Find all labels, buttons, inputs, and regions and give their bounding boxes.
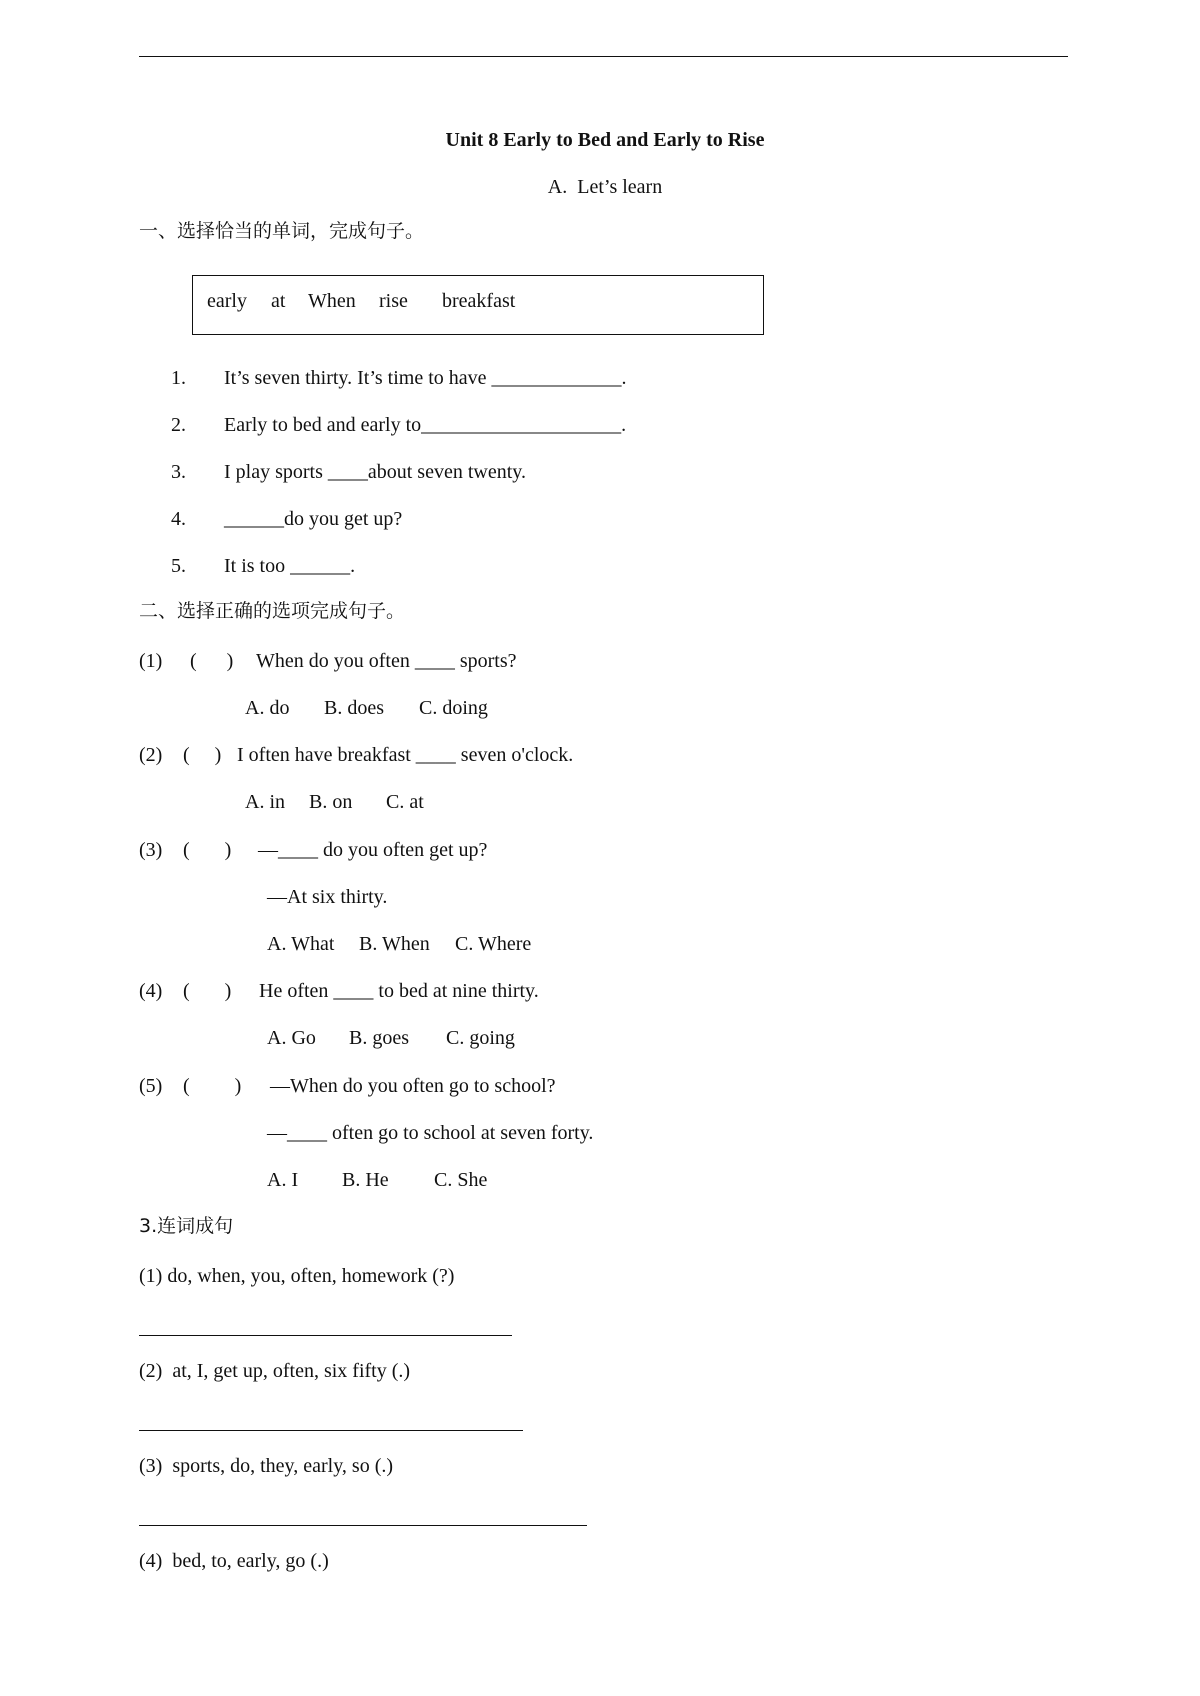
- option-a: A. Go: [267, 1027, 316, 1049]
- question-text: —____ do you often get up?: [258, 839, 488, 861]
- question-text: When do you often ____ sports?: [256, 650, 517, 672]
- question-number: (4): [139, 980, 163, 1002]
- dialogue-reply: —At six thirty.: [267, 886, 388, 908]
- question-number: (3): [139, 839, 163, 861]
- word-bank-item: breakfast: [442, 290, 516, 312]
- question-number: (5): [139, 1075, 163, 1097]
- word-order-prompt: (2) at, I, get up, often, six fifty (.): [139, 1360, 411, 1382]
- page-title: Unit 8 Early to Bed and Early to Rise: [445, 129, 765, 151]
- fill-blank-sentence: It is too ______.: [224, 555, 356, 577]
- answer-parentheses: ( ): [183, 839, 232, 861]
- option-a: A. What: [267, 933, 335, 955]
- item-number: 2.: [171, 414, 186, 436]
- option-b: B. When: [359, 933, 430, 955]
- item-number: 3.: [171, 461, 186, 483]
- option-a: A. do: [245, 697, 290, 719]
- answer-line[interactable]: [139, 1430, 523, 1431]
- question-number: (2): [139, 744, 163, 766]
- question-text: —When do you often go to school?: [270, 1075, 556, 1097]
- word-bank-item: When: [308, 290, 356, 312]
- question-number: (1): [139, 650, 163, 672]
- item-number: 5.: [171, 555, 186, 577]
- option-c: C. going: [446, 1027, 515, 1049]
- question-text: I often have breakfast ____ seven o'clock.: [237, 744, 574, 766]
- option-c: C. doing: [419, 697, 488, 719]
- answer-parentheses: ( ): [183, 980, 232, 1002]
- item-number: 4.: [171, 508, 186, 530]
- option-a: A. in: [245, 791, 285, 813]
- option-b: B. does: [324, 697, 384, 719]
- fill-blank-sentence: Early to bed and early to____________________.: [224, 414, 627, 436]
- section3-heading: 3.连词成句: [139, 1215, 234, 1237]
- answer-parentheses: ( ): [183, 744, 222, 766]
- answer-parentheses: ( ): [183, 1075, 242, 1097]
- item-number: 1.: [171, 367, 186, 389]
- answer-line[interactable]: [139, 1525, 587, 1526]
- option-c: C. at: [386, 791, 424, 813]
- fill-blank-sentence: ______do you get up?: [224, 508, 403, 530]
- word-order-prompt: (3) sports, do, they, early, so (.): [139, 1455, 394, 1477]
- word-order-prompt: (4) bed, to, early, go (.): [139, 1550, 329, 1572]
- page-subtitle: A. Let’s learn: [547, 176, 663, 198]
- word-bank-item: early: [207, 290, 247, 312]
- option-c: C. She: [434, 1169, 488, 1191]
- word-bank-item: at: [271, 290, 286, 312]
- header-rule: [139, 56, 1068, 57]
- word-bank-box: [192, 275, 764, 335]
- option-b: B. He: [342, 1169, 389, 1191]
- section1-heading: 一、选择恰当的单词，完成句子。: [139, 220, 425, 242]
- answer-line[interactable]: [139, 1335, 512, 1336]
- option-b: B. goes: [349, 1027, 409, 1049]
- option-c: C. Where: [455, 933, 532, 955]
- fill-blank-sentence: I play sports ____about seven twenty.: [224, 461, 526, 483]
- dialogue-reply: —____ often go to school at seven forty.: [267, 1122, 594, 1144]
- option-b: B. on: [309, 791, 353, 813]
- answer-parentheses: ( ): [190, 650, 234, 672]
- fill-blank-sentence: It’s seven thirty. It’s time to have _____________.: [224, 367, 627, 389]
- section2-heading: 二、选择正确的选项完成句子。: [139, 600, 406, 622]
- word-bank-item: rise: [379, 290, 408, 312]
- option-a: A. I: [267, 1169, 299, 1191]
- word-order-prompt: (1) do, when, you, often, homework (?): [139, 1265, 455, 1287]
- question-text: He often ____ to bed at nine thirty.: [259, 980, 539, 1002]
